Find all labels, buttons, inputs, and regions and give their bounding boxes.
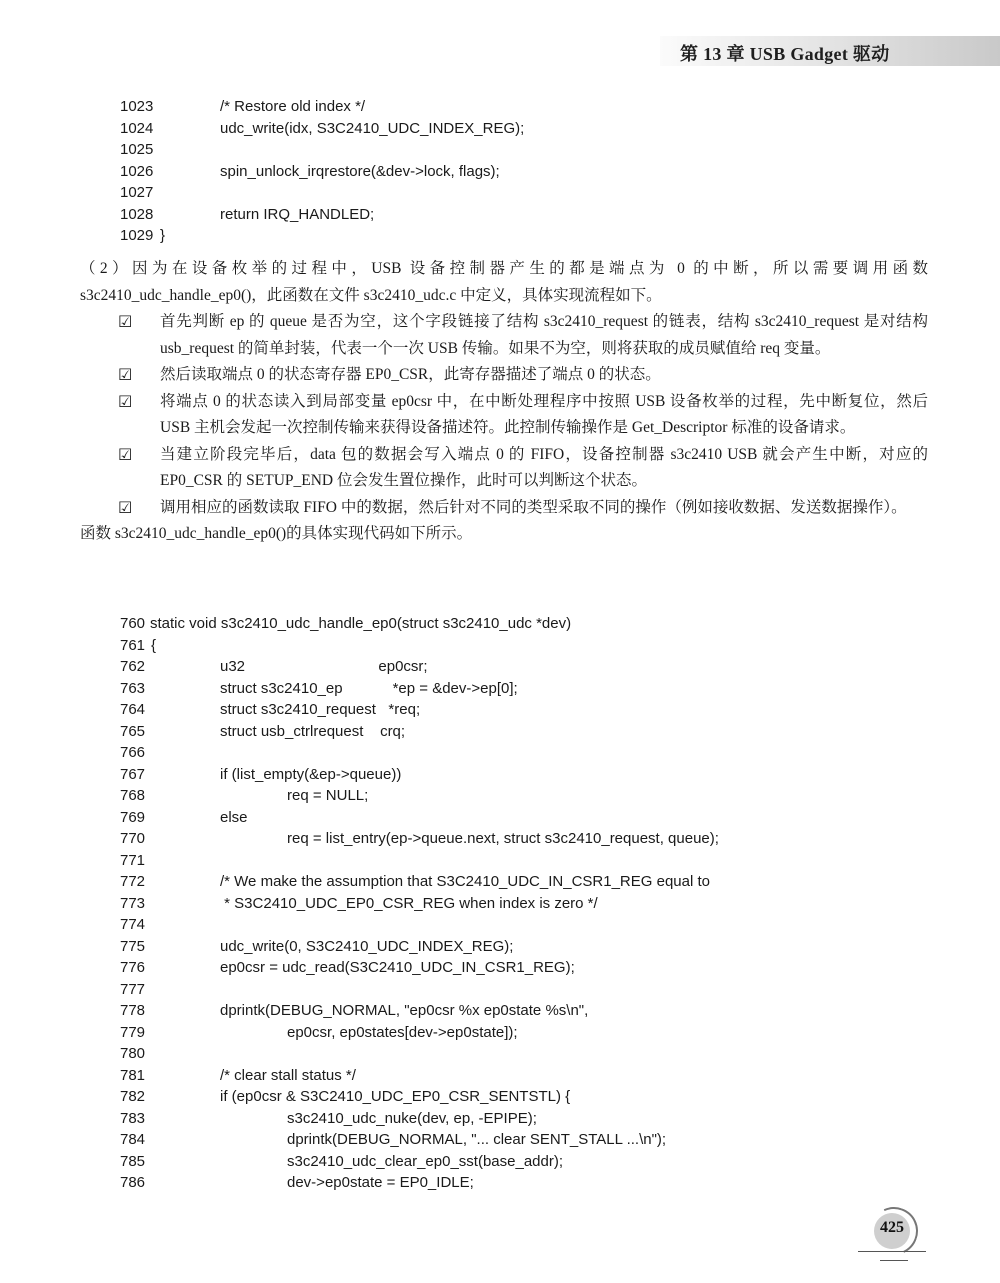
code-text: ep0csr = udc_read(S3C2410_UDC_IN_CSR1_REG); [220, 959, 575, 976]
code-text: } [160, 227, 166, 244]
checkbox-checked-icon: ☑ [118, 312, 133, 331]
line-number: 783 [120, 1109, 146, 1127]
line-number: 785 [120, 1152, 146, 1170]
checkbox-checked-icon: ☑ [118, 444, 133, 464]
line-number: 765 [120, 722, 146, 740]
bullet-text: 首先判断 ep 的 queue 是否为空，这个字段链接了结构 s3c2410_request 的链表，结构 s3c2410_request 是对结构 usb_request 的简单封装，代表一个一次 USB 传输。如果不为空，则将获取的成员赋值给 req 变量。 [160, 313, 928, 357]
code-text: if (ep0csr & S3C2410_UDC_EP0_CSR_SENTSTL) { [220, 1088, 571, 1105]
bullet-item [80, 389, 928, 442]
code-text: dprintk(DEBUG_NORMAL, "ep0csr %x ep0state %s\n", [220, 1002, 589, 1019]
line-number: 1026 [120, 162, 154, 180]
code-text: udc_write(0, S3C2410_UDC_INDEX_REG); [220, 937, 514, 955]
line-number: 1028 [120, 205, 154, 223]
bullet-item [80, 495, 928, 522]
line-number: 777 [120, 980, 146, 998]
bullet-text: 当建立阶段完毕后，data 包的数据会写入端点 0 的 FIFO，设备控制器 s3c2410 USB 就会产生中断，对应的 EP0_CSR 的 SETUP_END 位会发生置位操作，此时可以判断这个状态。 [160, 445, 928, 489]
line-number: 775 [120, 937, 146, 955]
line-number: 1025 [120, 141, 154, 158]
code-text: dprintk(DEBUG_NORMAL, "... clear SENT_STALL ...\n"); [287, 1131, 667, 1148]
bullet-item [80, 309, 928, 362]
line-number: 760 [120, 615, 146, 632]
bullet-item [80, 442, 928, 495]
line-number: 763 [120, 679, 146, 697]
code-text: /* Restore old index */ [220, 98, 366, 115]
line-number: 786 [120, 1174, 146, 1191]
line-number: 761 [120, 636, 146, 654]
line-number: 1023 [120, 98, 154, 115]
line-number: 768 [120, 787, 146, 804]
page-number: 425 [880, 1219, 904, 1236]
line-number: 762 [120, 658, 146, 675]
chapter-title: 第 13 章 USB Gadget 驱动 [680, 44, 890, 64]
page-number-badge [858, 1205, 958, 1275]
code-text: { [151, 636, 157, 654]
line-number: 774 [120, 916, 146, 933]
code-text: udc_write(idx, S3C2410_UDC_INDEX_REG); [220, 119, 525, 137]
intro-paragraph-text: （2）因为在设备枚举的过程中，USB 设备控制器产生的都是端点为 0 的中断，所以需要调用函数 s3c2410_udc_handle_ep0()，此函数在文件 s3c2410_udc.c 中定义，具体实现流程如下。 [80, 260, 928, 304]
code-text: else [220, 808, 248, 826]
code-text: struct usb_ctrlrequest crq; [220, 722, 406, 740]
code-text: req = list_entry(ep->queue.next, struct s3c2410_request, queue); [287, 830, 719, 847]
bullet-text: 调用相应的函数读取 FIFO 中的数据，然后针对不同的类型采取不同的操作（例如接收数据、发送数据操作）。 [160, 498, 907, 516]
line-number: 784 [120, 1131, 146, 1148]
code-text: return IRQ_HANDLED; [220, 205, 375, 223]
code-text: s3c2410_udc_nuke(dev, ep, -EPIPE); [287, 1109, 537, 1127]
bullet-text: 将端点 0 的状态读入到局部变量 ep0csr 中，在中断处理程序中按照 USB 设备枚举的过程，先中断复位，然后 USB 主机会发起一次控制传输来获得设备描述符。此控制传输操作是 Get_Descriptor 标准的设备请求。 [160, 392, 928, 436]
line-number: 782 [120, 1088, 146, 1105]
line-number: 779 [120, 1023, 146, 1041]
line-number: 1027 [120, 184, 154, 201]
checkbox-checked-icon: ☑ [118, 497, 133, 517]
bullet-item [80, 362, 928, 389]
prose-section [80, 256, 928, 548]
line-number: 773 [120, 894, 146, 912]
line-number: 772 [120, 873, 146, 890]
checkbox-checked-icon: ☑ [118, 365, 133, 384]
line-number: 1029 [120, 227, 154, 244]
line-number: 1024 [120, 119, 154, 137]
line-number: 781 [120, 1066, 146, 1084]
code-text: req = NULL; [287, 787, 369, 804]
intro-paragraph [80, 256, 928, 309]
line-number: 767 [120, 765, 146, 783]
line-number: 766 [120, 744, 146, 761]
page-underline-icon [858, 1251, 926, 1252]
code-text: u32 ep0csr; [220, 658, 428, 675]
code-text: static void s3c2410_udc_handle_ep0(struct s3c2410_udc *dev) [150, 615, 572, 632]
code-text: * S3C2410_UDC_EP0_CSR_REG when index is zero */ [220, 894, 598, 912]
line-number: 764 [120, 701, 146, 718]
code-text: dev->ep0state = EP0_IDLE; [287, 1174, 474, 1191]
code-text: /* clear stall status */ [220, 1066, 356, 1084]
code-text: /* We make the assumption that S3C2410_UDC_IN_CSR1_REG equal to [220, 873, 710, 890]
line-number: 780 [120, 1045, 146, 1062]
line-number: 771 [120, 851, 146, 869]
code-text: if (list_empty(&ep->queue)) [220, 765, 402, 783]
line-number: 770 [120, 830, 146, 847]
line-number: 776 [120, 959, 146, 976]
code-text: ep0csr, ep0states[dev->ep0state]); [287, 1023, 518, 1041]
line-number: 769 [120, 808, 146, 826]
code-text: struct s3c2410_ep *ep = &dev->ep[0]; [220, 679, 518, 697]
code-text: s3c2410_udc_clear_ep0_sst(base_addr); [287, 1152, 564, 1170]
page-underline-short-icon [880, 1260, 908, 1261]
line-number: 778 [120, 1002, 146, 1019]
code-text: struct s3c2410_request *req; [220, 701, 421, 718]
code-intro-text: 函数 s3c2410_udc_handle_ep0()的具体实现代码如下所示。 [80, 525, 473, 542]
checkbox-checked-icon: ☑ [118, 391, 133, 411]
code-text: spin_unlock_irqrestore(&dev->lock, flags); [220, 162, 500, 180]
bullet-list [80, 309, 928, 521]
bullet-text: 然后读取端点 0 的状态寄存器 EP0_CSR，此寄存器描述了端点 0 的状态。 [160, 366, 661, 383]
